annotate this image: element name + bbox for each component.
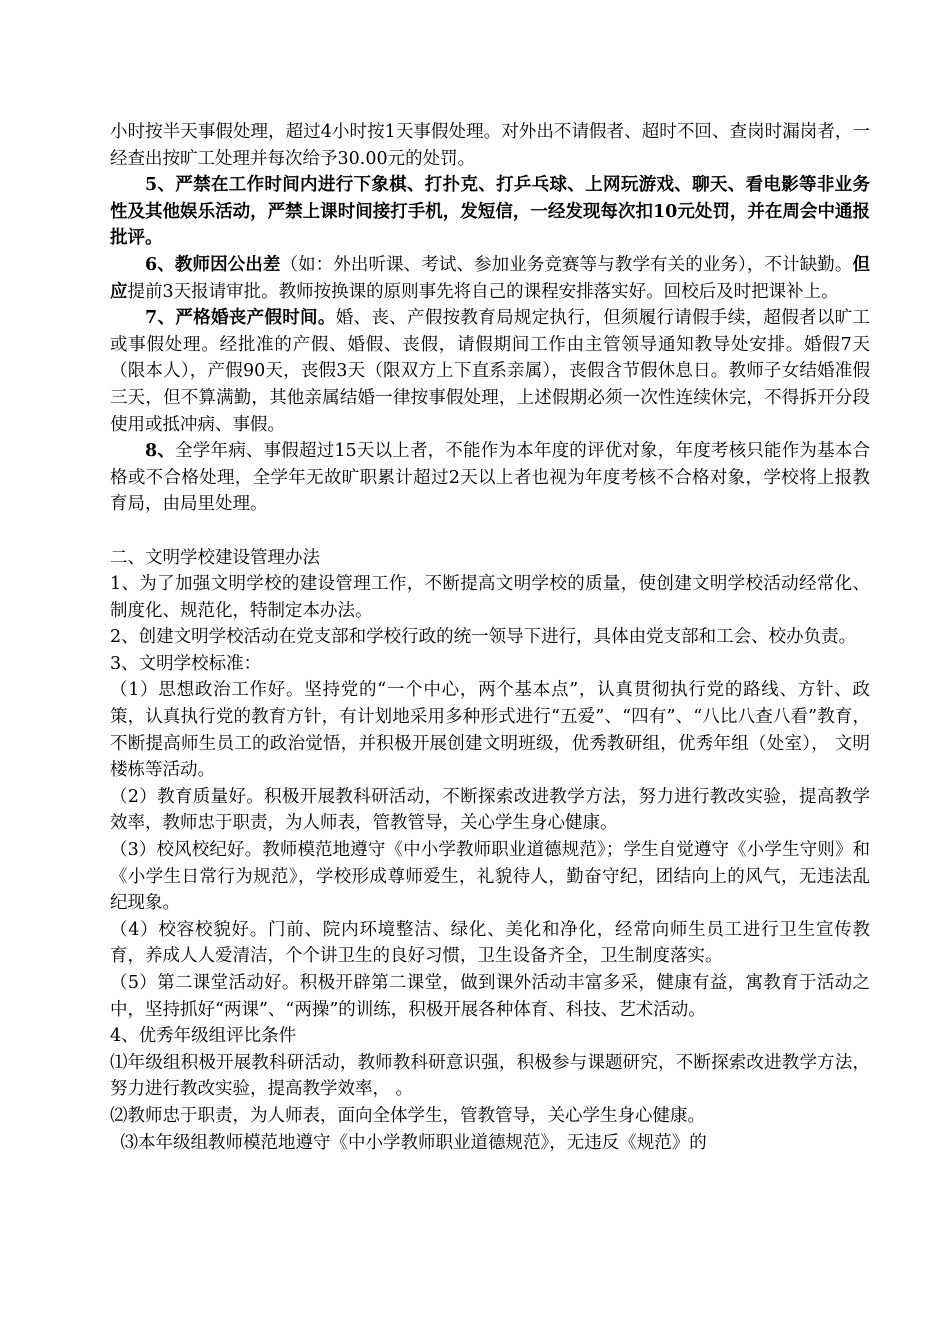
standard-4: （4）校容校貌好。门前、院内环境整洁、绿化、美化和净化，经常向师生员工进行卫生宣传教育，养成人人爱清洁，个个讲卫生的良好习惯，卫生设备齐全，卫生制度落实。 <box>110 919 870 967</box>
standard-1: （1）思想政治工作好。坚持党的“一个中心，两个基本点”，认真贯彻执行党的路线、方针、政策，认真执行党的教育方针，有计划地采用多种形式进行“五爱”、“四有”、“八比八查八看”教育，不断提高师生员工的政治觉悟，并积极开展创建文明班级，优秀教研组，优秀年组（处室）， 文明楼栋等活动。 <box>110 680 870 781</box>
rule-item-7-heading: 7、严格婚丧产假时间。 <box>145 308 336 329</box>
rule-item-7 <box>110 305 870 438</box>
rule-item-8-number: 8、 <box>145 441 176 462</box>
clause-1: 1、为了加强文明学校的建设管理工作，不断提高文明学校的质量，使创建文明学校活动经常化、制度化、规范化，特制定本办法。 <box>110 574 870 621</box>
clause-4: 4、优秀年级组评比条件 <box>110 1026 297 1047</box>
standard-2: （2）教育质量好。积极开展教科研活动，不断探索改进教学方法，努力进行教改实验，提高教学效率，教师忠于职责，为人师表，管教管导，关心学生身心健康。 <box>110 786 870 834</box>
rule-item-6 <box>110 252 870 305</box>
standard-5: （5）第二课堂活动好。积极开辟第二课堂，做到课外活动丰富多采，健康有益，寓教育于活动之中，坚持抓好“两课”、“两操”的训练，积极开展各种体育、科技、艺术活动。 <box>110 973 870 1020</box>
rule-item-8-body: 全学年病、事假超过15天以上者，不能作为本年度的评优对象，年度考核只能作为基本合格或不合格处理，全学年无故旷职累计超过2天以上者也视为年度考核不合格对象，学校将上报教育局，由局里处理。 <box>110 441 871 515</box>
section-title: 二、文明学校建设管理办法 <box>110 547 320 568</box>
rule-item-6-heading: 6、教师因公出差 <box>145 254 281 275</box>
standard-3: （3）校风校纪好。教师模范地遵守《中小学教师职业道德规范》；学生自觉遵守《小学生守则》和《小学生日常行为规范》，学校形成尊师爱生，礼貌待人，勤奋守纪，团结向上的风气，无违法乱纪现象。 <box>110 840 870 914</box>
condition-3: ⑶本年级组教师模范地遵守《中小学教师职业道德规范》，无违反《规范》的 <box>120 1132 707 1153</box>
condition-2: ⑵教师忠于职责，为人师表，面向全体学生，管教管导，关心学生身心健康。 <box>110 1105 705 1126</box>
rule-item-5: 5、严禁在工作时间内进行下象棋、打扑克、打乒乓球、上网玩游戏、聊天、看电影等非业务性及其他娱乐活动，严禁上课时间接打手机，发短信，一经发现每次扣10元处罚，并在周会中通报批评。 <box>110 175 870 249</box>
rule-item-6-mid: （如：外出听课、考试、参加业务竞赛等与教学有关的业务），不计缺勤。 <box>280 254 853 275</box>
rule-item-8 <box>110 438 870 518</box>
blank-line <box>110 518 870 545</box>
clause-3: 3、文明学校标准： <box>110 653 262 674</box>
rule-item-7-body: 婚、丧、产假按教育局规定执行，但须履行请假手续，超假者以旷工或事假处理。经批准的产假、婚假、丧假，请假期间工作由主管领导通知教导处安排。婚假7天（限本人），产假90天，丧假3天（限双方上下直系亲属），丧假含节假休息日。教师子女结婚准假三天，但不算满勤，其他亲属结婚一律按事假处理，上述假期必须一次性连续休完，不得拆开分段使用或抵冲病、事假。 <box>110 308 870 435</box>
rule-item-6-emphasis: 但应 <box>110 254 870 302</box>
paragraph-leave-continuation: 小时按半天事假处理，超过4小时按1天事假处理。对外出不请假者、超时不回、查岗时漏岗者，一经查出按旷工处理并每次给予30.00元的处罚。 <box>110 122 870 169</box>
rule-item-6-tail: 提前3天报请审批。教师按换课的原则事先将自己的课程安排落实好。回校后及时把课补上。 <box>127 281 839 302</box>
condition-1: ⑴年级组积极开展教科研活动，教师教科研意识强，积极参与课题研究，不断探索改进教学方法，努力进行教改实验，提高教学效率， 。 <box>110 1052 870 1100</box>
document-page <box>110 119 870 1156</box>
clause-2: 2、创建文明学校活动在党支部和学校行政的统一领导下进行，具体由党支部和工会、校办负责。 <box>110 627 857 648</box>
